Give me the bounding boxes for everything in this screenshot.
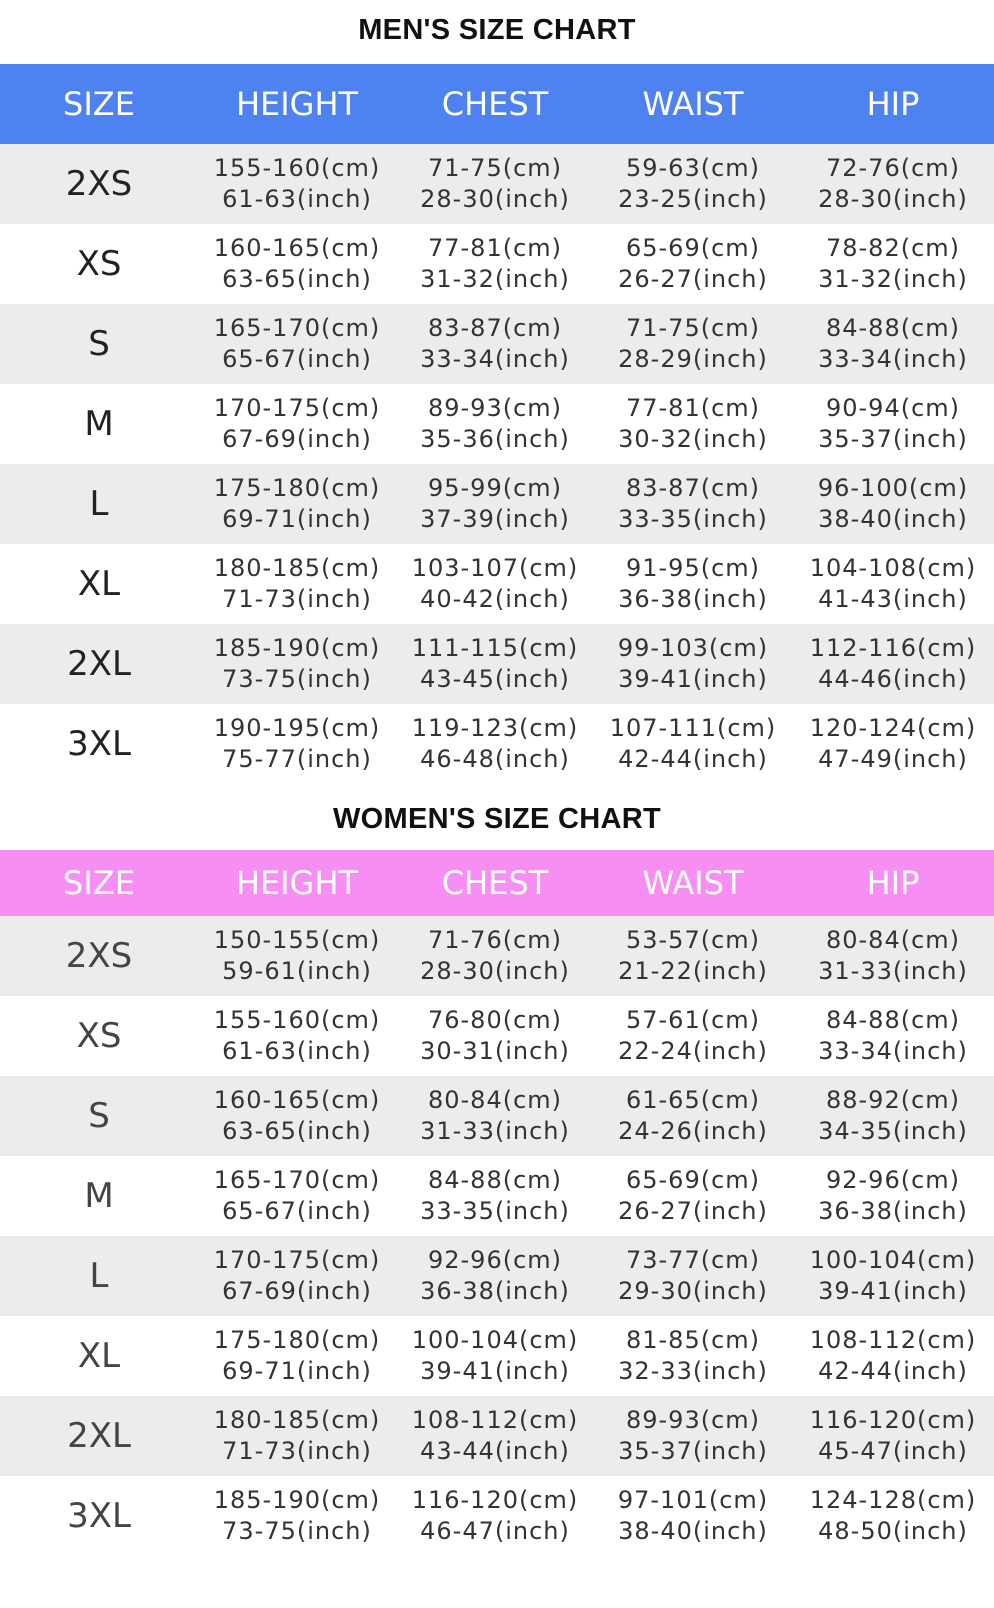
- table-row: [0, 1076, 994, 1156]
- hip-cell: [792, 384, 994, 464]
- height-cell: [198, 544, 396, 624]
- chest-inch-value: 36-38(inch): [420, 1277, 570, 1305]
- womens-header-row: [0, 850, 994, 916]
- chest-inch-value: 35-36(inch): [420, 425, 570, 453]
- header-hip: HIP: [792, 64, 994, 144]
- waist-cm-value: 57-61(cm): [625, 1006, 761, 1034]
- chest-inch-value: 33-34(inch): [420, 345, 570, 373]
- height-inch-value: 61-63(inch): [222, 1037, 372, 1065]
- hip-cm-value: 80-84(cm): [825, 926, 961, 954]
- waist-cm-value: 53-57(cm): [625, 926, 761, 954]
- height-inch-value: 65-67(inch): [222, 345, 372, 373]
- hip-cm-value: 112-116(cm): [809, 634, 977, 662]
- waist-inch-value: 39-41(inch): [618, 665, 768, 693]
- waist-cm-value: 59-63(cm): [625, 154, 761, 182]
- chest-cell: [396, 384, 594, 464]
- waist-cm-value: 77-81(cm): [625, 394, 761, 422]
- header-size: SIZE: [0, 64, 198, 144]
- table-row: [0, 1396, 994, 1476]
- waist-inch-value: 24-26(inch): [618, 1117, 768, 1145]
- height-cell: [198, 1156, 396, 1236]
- waist-cm-value: 89-93(cm): [625, 1406, 761, 1434]
- waist-cm-value: 83-87(cm): [625, 474, 761, 502]
- hip-inch-value: 41-43(inch): [818, 585, 968, 613]
- hip-inch-value: 42-44(inch): [818, 1357, 968, 1385]
- table-row: [0, 144, 994, 224]
- hip-cm-value: 120-124(cm): [809, 714, 977, 742]
- height-cell: [198, 996, 396, 1076]
- chest-cell: [396, 144, 594, 224]
- chest-cell: [396, 304, 594, 384]
- chest-cell: [396, 1236, 594, 1316]
- table-row: [0, 544, 994, 624]
- height-inch-value: 67-69(inch): [222, 425, 372, 453]
- height-cm-value: 160-165(cm): [213, 234, 381, 262]
- waist-inch-value: 23-25(inch): [618, 185, 768, 213]
- mens-chart-title: MEN'S SIZE CHART: [358, 14, 636, 46]
- waist-inch-value: 26-27(inch): [618, 1197, 768, 1225]
- hip-cell: [792, 544, 994, 624]
- table-row: [0, 1236, 994, 1316]
- waist-inch-value: 21-22(inch): [618, 957, 768, 985]
- hip-inch-value: 45-47(inch): [818, 1437, 968, 1465]
- header-chest: CHEST: [396, 850, 594, 916]
- chest-cm-value: 77-81(cm): [427, 234, 563, 262]
- hip-inch-value: 31-32(inch): [818, 265, 968, 293]
- waist-cm-value: 91-95(cm): [625, 554, 761, 582]
- size-cell: 2XL: [0, 1396, 198, 1476]
- waist-cell: [594, 1476, 792, 1556]
- size-cell: XL: [0, 1316, 198, 1396]
- size-cell: M: [0, 384, 198, 464]
- hip-cm-value: 78-82(cm): [825, 234, 961, 262]
- waist-cm-value: 97-101(cm): [617, 1486, 769, 1514]
- chest-cm-value: 80-84(cm): [427, 1086, 563, 1114]
- table-row: [0, 304, 994, 384]
- height-cell: [198, 1236, 396, 1316]
- waist-cell: [594, 224, 792, 304]
- header-height: HEIGHT: [198, 64, 396, 144]
- chest-cell: [396, 916, 594, 996]
- size-cell: L: [0, 464, 198, 544]
- size-cell: 3XL: [0, 1476, 198, 1556]
- hip-cm-value: 124-128(cm): [809, 1486, 977, 1514]
- height-inch-value: 71-73(inch): [222, 1437, 372, 1465]
- waist-cell: [594, 996, 792, 1076]
- chest-cm-value: 116-120(cm): [411, 1486, 579, 1514]
- height-cell: [198, 464, 396, 544]
- height-inch-value: 63-65(inch): [222, 265, 372, 293]
- waist-inch-value: 28-29(inch): [618, 345, 768, 373]
- chest-cm-value: 71-75(cm): [427, 154, 563, 182]
- chest-cm-value: 111-115(cm): [411, 634, 579, 662]
- table-row: [0, 916, 994, 996]
- waist-cell: [594, 1156, 792, 1236]
- waist-inch-value: 32-33(inch): [618, 1357, 768, 1385]
- hip-cell: [792, 1476, 994, 1556]
- height-inch-value: 73-75(inch): [222, 1517, 372, 1545]
- waist-cm-value: 65-69(cm): [625, 1166, 761, 1194]
- waist-cm-value: 61-65(cm): [625, 1086, 761, 1114]
- waist-cell: [594, 144, 792, 224]
- waist-inch-value: 33-35(inch): [618, 505, 768, 533]
- waist-cm-value: 73-77(cm): [625, 1246, 761, 1274]
- size-cell: M: [0, 1156, 198, 1236]
- table-row: [0, 1316, 994, 1396]
- womens-chart-title: WOMEN'S SIZE CHART: [332, 803, 662, 835]
- hip-cm-value: 116-120(cm): [809, 1406, 977, 1434]
- height-cell: [198, 1316, 396, 1396]
- hip-cell: [792, 1236, 994, 1316]
- height-cell: [198, 1076, 396, 1156]
- height-cm-value: 170-175(cm): [213, 1246, 381, 1274]
- waist-inch-value: 30-32(inch): [618, 425, 768, 453]
- height-cell: [198, 916, 396, 996]
- hip-cell: [792, 1156, 994, 1236]
- height-inch-value: 61-63(inch): [222, 185, 372, 213]
- waist-inch-value: 22-24(inch): [618, 1037, 768, 1065]
- hip-cm-value: 108-112(cm): [809, 1326, 977, 1354]
- height-cm-value: 170-175(cm): [213, 394, 381, 422]
- hip-cell: [792, 1076, 994, 1156]
- chest-cm-value: 100-104(cm): [411, 1326, 579, 1354]
- height-cm-value: 180-185(cm): [213, 1406, 381, 1434]
- hip-cell: [792, 996, 994, 1076]
- header-size: SIZE: [0, 850, 198, 916]
- chest-inch-value: 37-39(inch): [420, 505, 570, 533]
- header-waist: WAIST: [594, 64, 792, 144]
- hip-inch-value: 44-46(inch): [818, 665, 968, 693]
- chest-cm-value: 119-123(cm): [411, 714, 579, 742]
- height-cm-value: 175-180(cm): [213, 1326, 381, 1354]
- hip-cell: [792, 464, 994, 544]
- hip-cell: [792, 704, 994, 784]
- table-row: [0, 996, 994, 1076]
- height-cell: [198, 144, 396, 224]
- chest-inch-value: 33-35(inch): [420, 1197, 570, 1225]
- chest-cell: [396, 1476, 594, 1556]
- waist-cell: [594, 544, 792, 624]
- height-cell: [198, 624, 396, 704]
- waist-cm-value: 99-103(cm): [617, 634, 769, 662]
- height-cm-value: 190-195(cm): [213, 714, 381, 742]
- waist-cm-value: 107-111(cm): [609, 714, 777, 742]
- hip-cell: [792, 916, 994, 996]
- hip-cm-value: 84-88(cm): [825, 314, 961, 342]
- hip-cm-value: 84-88(cm): [825, 1006, 961, 1034]
- waist-inch-value: 42-44(inch): [618, 745, 768, 773]
- height-cm-value: 175-180(cm): [213, 474, 381, 502]
- hip-cell: [792, 624, 994, 704]
- height-cm-value: 185-190(cm): [213, 634, 381, 662]
- hip-cell: [792, 1396, 994, 1476]
- size-cell: S: [0, 1076, 198, 1156]
- height-inch-value: 63-65(inch): [222, 1117, 372, 1145]
- height-inch-value: 59-61(inch): [222, 957, 372, 985]
- height-cm-value: 165-170(cm): [213, 1166, 381, 1194]
- waist-inch-value: 38-40(inch): [618, 1517, 768, 1545]
- chest-cell: [396, 464, 594, 544]
- height-cm-value: 155-160(cm): [213, 1006, 381, 1034]
- waist-cell: [594, 384, 792, 464]
- womens-size-table: [0, 850, 994, 1556]
- height-cm-value: 160-165(cm): [213, 1086, 381, 1114]
- waist-cell: [594, 1396, 792, 1476]
- hip-cm-value: 96-100(cm): [817, 474, 969, 502]
- size-cell: L: [0, 1236, 198, 1316]
- chest-inch-value: 31-32(inch): [420, 265, 570, 293]
- chest-cell: [396, 996, 594, 1076]
- hip-inch-value: 33-34(inch): [818, 345, 968, 373]
- chest-cell: [396, 1076, 594, 1156]
- chest-cm-value: 103-107(cm): [411, 554, 579, 582]
- header-waist: WAIST: [594, 850, 792, 916]
- hip-cm-value: 100-104(cm): [809, 1246, 977, 1274]
- size-cell: 2XL: [0, 624, 198, 704]
- height-cell: [198, 224, 396, 304]
- waist-cm-value: 65-69(cm): [625, 234, 761, 262]
- waist-inch-value: 36-38(inch): [618, 585, 768, 613]
- size-cell: 2XS: [0, 916, 198, 996]
- waist-cm-value: 71-75(cm): [625, 314, 761, 342]
- table-row: [0, 624, 994, 704]
- waist-cell: [594, 1236, 792, 1316]
- hip-inch-value: 35-37(inch): [818, 425, 968, 453]
- chest-inch-value: 40-42(inch): [420, 585, 570, 613]
- height-cell: [198, 304, 396, 384]
- hip-cm-value: 72-76(cm): [825, 154, 961, 182]
- waist-cell: [594, 464, 792, 544]
- height-inch-value: 69-71(inch): [222, 1357, 372, 1385]
- chest-inch-value: 31-33(inch): [420, 1117, 570, 1145]
- table-row: [0, 1156, 994, 1236]
- chest-inch-value: 39-41(inch): [420, 1357, 570, 1385]
- size-cell: XL: [0, 544, 198, 624]
- size-cell: XS: [0, 224, 198, 304]
- chest-cell: [396, 624, 594, 704]
- waist-inch-value: 26-27(inch): [618, 265, 768, 293]
- waist-cell: [594, 704, 792, 784]
- chest-cm-value: 92-96(cm): [427, 1246, 563, 1274]
- hip-inch-value: 47-49(inch): [818, 745, 968, 773]
- chest-cell: [396, 704, 594, 784]
- chest-inch-value: 28-30(inch): [420, 185, 570, 213]
- height-cm-value: 165-170(cm): [213, 314, 381, 342]
- height-cell: [198, 1476, 396, 1556]
- height-inch-value: 73-75(inch): [222, 665, 372, 693]
- height-inch-value: 71-73(inch): [222, 585, 372, 613]
- chest-inch-value: 43-45(inch): [420, 665, 570, 693]
- hip-inch-value: 28-30(inch): [818, 185, 968, 213]
- hip-cell: [792, 224, 994, 304]
- waist-cell: [594, 1316, 792, 1396]
- table-row: [0, 704, 994, 784]
- height-cm-value: 185-190(cm): [213, 1486, 381, 1514]
- table-row: [0, 464, 994, 544]
- waist-cell: [594, 304, 792, 384]
- chest-cm-value: 95-99(cm): [427, 474, 563, 502]
- hip-cell: [792, 1316, 994, 1396]
- chest-cm-value: 89-93(cm): [427, 394, 563, 422]
- hip-inch-value: 48-50(inch): [818, 1517, 968, 1545]
- height-cm-value: 180-185(cm): [213, 554, 381, 582]
- hip-inch-value: 39-41(inch): [818, 1277, 968, 1305]
- waist-cell: [594, 1076, 792, 1156]
- table-row: [0, 224, 994, 304]
- mens-size-table: [0, 64, 994, 784]
- waist-cell: [594, 624, 792, 704]
- height-cell: [198, 384, 396, 464]
- chest-cell: [396, 1156, 594, 1236]
- hip-inch-value: 34-35(inch): [818, 1117, 968, 1145]
- header-hip: HIP: [792, 850, 994, 916]
- mens-size-chart: [0, 0, 994, 784]
- hip-cm-value: 92-96(cm): [825, 1166, 961, 1194]
- table-row: [0, 384, 994, 464]
- hip-cell: [792, 304, 994, 384]
- height-cm-value: 150-155(cm): [213, 926, 381, 954]
- hip-inch-value: 36-38(inch): [818, 1197, 968, 1225]
- chest-cell: [396, 1396, 594, 1476]
- hip-inch-value: 31-33(inch): [818, 957, 968, 985]
- chest-cm-value: 71-76(cm): [427, 926, 563, 954]
- height-cell: [198, 1396, 396, 1476]
- chest-cell: [396, 224, 594, 304]
- header-height: HEIGHT: [198, 850, 396, 916]
- chest-cell: [396, 1316, 594, 1396]
- chest-cm-value: 76-80(cm): [427, 1006, 563, 1034]
- size-cell: 3XL: [0, 704, 198, 784]
- hip-cm-value: 104-108(cm): [809, 554, 977, 582]
- header-chest: CHEST: [396, 64, 594, 144]
- height-cell: [198, 704, 396, 784]
- hip-cm-value: 88-92(cm): [825, 1086, 961, 1114]
- chest-inch-value: 30-31(inch): [420, 1037, 570, 1065]
- chest-cell: [396, 544, 594, 624]
- chest-cm-value: 83-87(cm): [427, 314, 563, 342]
- waist-cm-value: 81-85(cm): [625, 1326, 761, 1354]
- chest-inch-value: 43-44(inch): [420, 1437, 570, 1465]
- height-inch-value: 65-67(inch): [222, 1197, 372, 1225]
- height-inch-value: 69-71(inch): [222, 505, 372, 533]
- hip-cell: [792, 144, 994, 224]
- size-cell: XS: [0, 996, 198, 1076]
- chest-inch-value: 46-48(inch): [420, 745, 570, 773]
- waist-cell: [594, 916, 792, 996]
- height-cm-value: 155-160(cm): [213, 154, 381, 182]
- size-cell: S: [0, 304, 198, 384]
- chest-cm-value: 108-112(cm): [411, 1406, 579, 1434]
- hip-cm-value: 90-94(cm): [825, 394, 961, 422]
- waist-inch-value: 29-30(inch): [618, 1277, 768, 1305]
- chest-inch-value: 28-30(inch): [420, 957, 570, 985]
- waist-inch-value: 35-37(inch): [618, 1437, 768, 1465]
- height-inch-value: 75-77(inch): [222, 745, 372, 773]
- chest-cm-value: 84-88(cm): [427, 1166, 563, 1194]
- womens-size-chart: [0, 784, 994, 1556]
- size-cell: 2XS: [0, 144, 198, 224]
- hip-inch-value: 33-34(inch): [818, 1037, 968, 1065]
- table-row: [0, 1476, 994, 1556]
- mens-header-row: [0, 64, 994, 144]
- height-inch-value: 67-69(inch): [222, 1277, 372, 1305]
- hip-inch-value: 38-40(inch): [818, 505, 968, 533]
- chest-inch-value: 46-47(inch): [420, 1517, 570, 1545]
